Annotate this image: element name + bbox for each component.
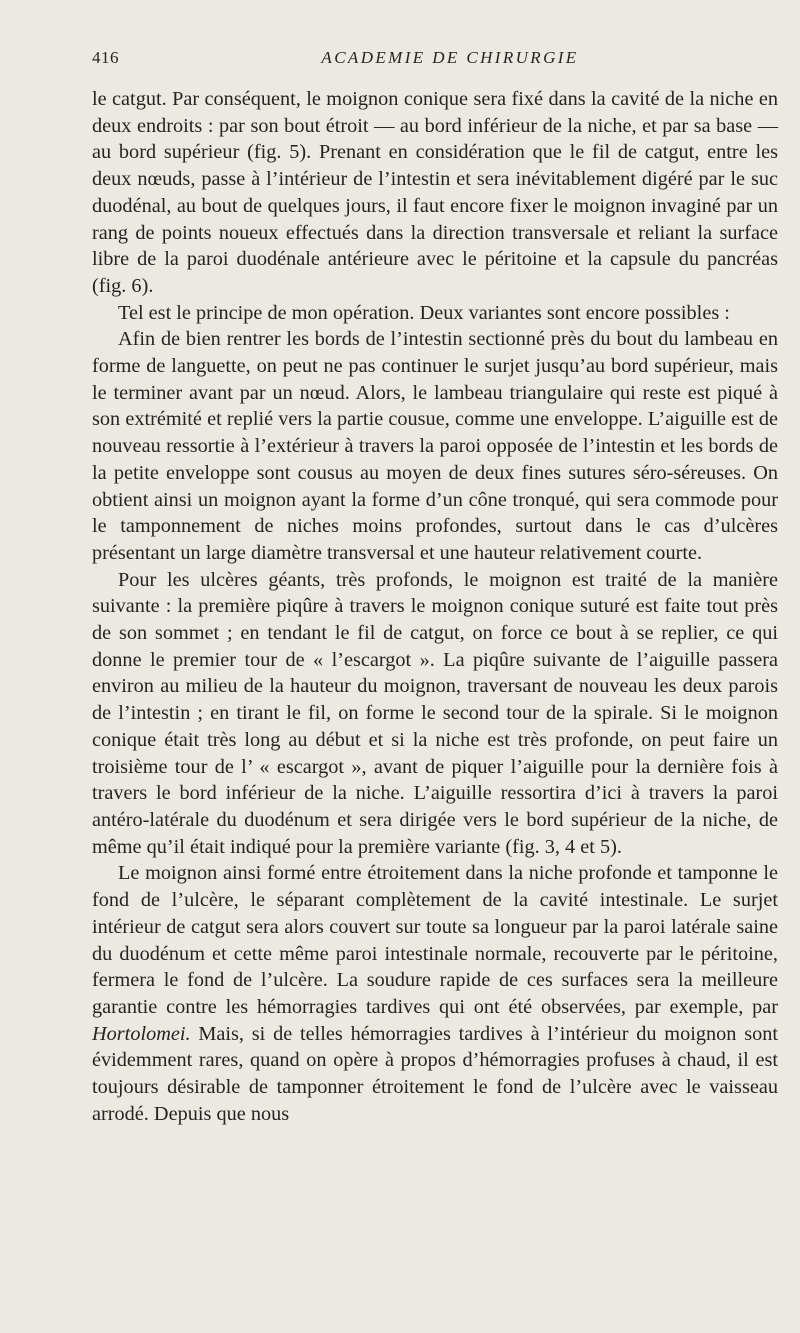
- body-text: [92, 86, 778, 1127]
- paragraph-2: Tel est le principe de mon opération. Deux variantes sont encore possibles :: [118, 301, 730, 324]
- paragraph-3: Afin de bien rentrer les bords de l’intestin sectionné près du bout du lambeau en forme de languette, on peut ne pas continuer le surjet jusqu’au bord supérieur, mais le terminer avant par un nœud. Alors, le lambeau triangulaire qui reste est piqué à son extrémité et replié vers la partie cousue, comme une enveloppe. L’aiguille est de nouveau ressortie à l’extérieur à travers la paroi opposée de l’intestin et les bords de la petite enveloppe sont cousus au moyen de deux fines sutures séro-séreuses. On obtient ainsi un moignon ayant la forme d’un cône tronqué, qui sera commode pour le tamponnement de niches moins profondes, surtout dans le cas d’ulcères présentant un large diamètre transversal et une hauteur relativement courte.: [92, 328, 778, 564]
- paragraph-4: Pour les ulcères géants, très profonds, le moignon est traité de la manière suivante : la première piqûre à travers le moignon conique suturé est faite tout près de son sommet ; en tendant le fil de catgut, on force ce bout à se replier, ce qui donne le premier tour de « l’escargot ». La piqûre suivante de l’aiguille passera environ au milieu de la hauteur du moignon, traversant de nouveau les deux parois de l’intestin ; en tirant le fil, on forme le second tour de la spirale. Si le moignon conique était très long au début et si la niche est très profonde, on peut faire un troisième tour de l’ « escargot », avant de piquer l’aiguille pour la dernière fois à travers le bord inférieur de la niche. L’aiguille ressortira d’ici à travers la paroi antéro-latérale du duodénum et sera dirigée vers le bord supérieur de la niche, de même qu’il était indiqué pour la première variante (fig. 3, 4 et 5).: [92, 568, 778, 858]
- paragraph-1: le catgut. Par conséquent, le moignon conique sera fixé dans la cavité de la niche en deux endroits : par son bout étroit — au bord inférieur de la niche, et par sa base — au bord supérieur (fig. 5). Prenant en considération que le fil de catgut, entre les deux nœuds, passe à l’intérieur de l’intestin et sera inévitablement digéré par le suc duodénal, au bout de quelques jours, il faut encore fixer le moignon invaginé par un rang de points noueux effectués dans la direction transversale et reliant la surface libre de la paroi duodénale antérieure avec le péritoine et la capsule du pancréas (fig. 6).: [92, 88, 778, 297]
- running-title: ACADEMIE DE CHIRURGIE: [321, 48, 579, 67]
- paragraph-5-text-end: Mais, si de telles hémorragies tardives à l’intérieur du moignon sont évidemment rares, quand on opère à propos d’hémorragies profuses à chaud, il est toujours désirable de tamponner étroitement le fond de l’ulcère avec le vaisseau arrodé. Depuis que nous: [92, 1022, 778, 1125]
- paragraph-5: [92, 860, 778, 1127]
- paragraph-5-text-start: Le moignon ainsi formé entre étroitement dans la niche profonde et tamponne le fond de l’ulcère, le séparant complètement de la cavité intestinale. Le surjet intérieur de catgut sera alors couvert sur toute sa longueur par la paroi latérale saine du duodénum et cette même paroi intestinale normale, recouverte par le péritoine, fermera le fond de l’ulcère. La soudure rapide de ces surfaces sera la meilleure garantie contre les hémorragies tardives qui ont été observées, par exemple, par: [92, 862, 778, 1018]
- author-name-italic: Hortolomei.: [92, 1022, 191, 1045]
- page-header: [92, 48, 778, 70]
- page-number: 416: [92, 48, 119, 67]
